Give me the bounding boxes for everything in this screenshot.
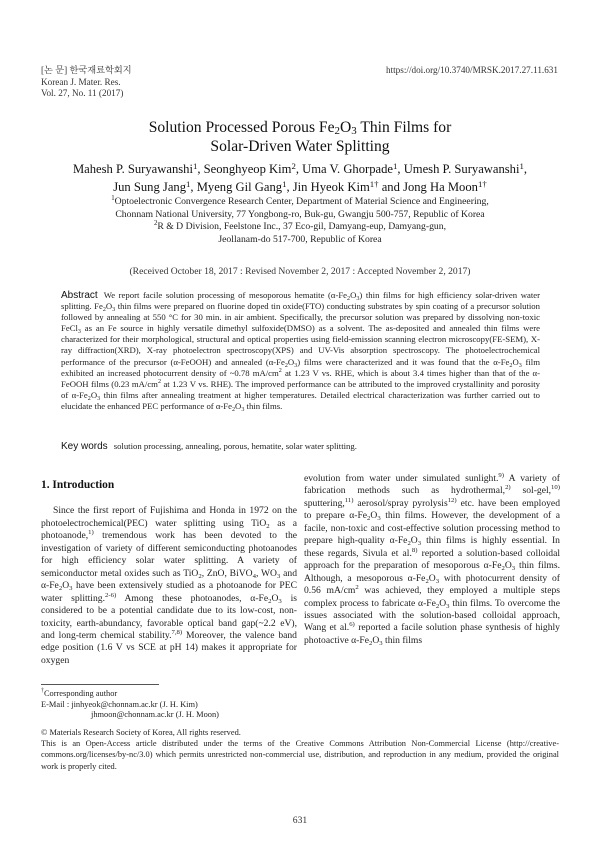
journal-header: [41, 65, 132, 100]
author-name: Seonghyeop Kim: [203, 162, 292, 176]
doi-link[interactable]: https://doi.org/10.3740/MRSK.2017.27.11.631: [385, 65, 558, 75]
affiliation-mark: 1: [111, 195, 115, 202]
license-text: This is an Open-Access article distributed under the terms of the Creative Commons Attribution Non-Commercial License (http://creative-commons.org/licenses/by-nc/3.0) which permits unrestricted non-commercial use, distribution, and reproduction in any medium, provided the original work is properly cited.: [41, 739, 559, 771]
article-title: [0, 118, 600, 156]
title-subscript: 2: [334, 125, 340, 137]
title-subscript: 3: [351, 125, 357, 137]
email-line: [41, 710, 219, 721]
section-heading: 1. Introduction: [41, 479, 115, 491]
footnotes: [41, 689, 219, 721]
title-text: Thin Films for: [356, 119, 452, 136]
email-link[interactable]: jinhyeok@chonnam.ac.kr (J. H. Kim): [71, 699, 198, 709]
author-conjunction: and: [381, 180, 400, 194]
email-line: [41, 700, 219, 711]
author-name: Jin Hyeok Kim: [292, 180, 370, 194]
license-block: [41, 727, 559, 772]
affiliations: [40, 196, 560, 246]
title-line-2: Solar-Driven Water Splitting: [210, 138, 390, 155]
copyright-notice: © Materials Research Society of Korea, All rights reserved.: [41, 728, 241, 737]
journal-abbreviation: Korean J. Mater. Res.: [41, 76, 121, 87]
keywords-label: Key words: [61, 441, 108, 452]
right-column: [304, 473, 560, 647]
author-name: Jun Sung Jang: [113, 180, 187, 194]
affiliation-1: Optoelectronic Convergence Research Center, Department of Material Science and Engineering,: [114, 196, 489, 207]
author-affiliation-mark: 2: [291, 161, 296, 171]
body-paragraph: evolution from water under simulated sunlight.$^{9)}$ A variety of fabrication methods such as hydrothermal,$^{2)}$ sol-gel,$^{10)}$ sputtering,$^{11)}$ aerosol/spray pyrolysis$^{12)}$ etc. have been employed to prepare $\alpha-Fe_2O_3$ thin films. However, the development of a facile, non-toxic and cost-effective solution processing method to prepare high-quality $\alpha-Fe_2O_3$ thin films is highly essential. In these regards, Sivula et al.$^{8)}$ reported a solution-based colloidal approach for the preparation of mesoporous $\alpha-Fe_2O_3$ thin films. Although, a mesoporous $\alpha-Fe_2O_3$ with photocurrent density of 0.56 $mA/cm^2$ was achieved, they employed a multiple steps complex process to fabricate $\alpha-Fe_2O_3$ thin films. To overcome the issues associated with the solution-based colloidal approach, Wang et al.$^{6)}$ reported a facile solution phase synthesis of highly photoactive $\alpha-Fe_2O_3$ thin films: [304, 472, 561, 647]
page-number: 631: [292, 815, 308, 826]
abstract-label: Abstract: [61, 290, 98, 301]
title-text: Solution Processed Porous Fe: [148, 119, 335, 136]
author-affiliation-mark: 1: [519, 161, 524, 171]
author-name: Uma V. Ghorpade: [302, 162, 393, 176]
journal-volume: Vol. 27, No. 11 (2017): [41, 88, 124, 98]
author-list: Mahesh P. Suryawanshi$^1$, Seonghyeop Kim$^2$, Uma V. Ghorpade$^1$, Umesh P. Suryawanshi$^1$, Jun Sung Jang$^1$, Myeng Gil Gang$^1$, Jin Hyeok Kim$^{1\dagger}$ and Jong Ha Moon$^{1\dagger}$: [72, 161, 528, 194]
affiliation-2-address: Jeollanam-do 517-700, Republic of Korea: [218, 233, 382, 245]
corresponding-label: Corresponding author: [43, 689, 118, 698]
affiliation-2: R & D Division, Feelstone Inc., 37 Eco-gil, Damyang-eup, Damyang-gun,: [157, 221, 447, 233]
affiliation-1-address: Chonnam National University, 77 Yongbong-ro, Buk-gu, Gwangju 500-757, Republic of Korea: [115, 208, 485, 220]
body-paragraph: Since the first report of Fujishima and Honda in 1972 on the photoelectrochemical(PEC) water splitting using TiO$_2$ as a photoanode,$^{1)}$ tremendous work has been devoted to the investigation of variety of different semiconducting photoanodes for high efficiency solar water splitting. A variety of semiconductor metal oxides such as TiO$_2$, ZnO, BiVO$_4$, $WO_3$ and $\alpha-Fe_2O_3$ have been extensively studied as a photoanode for PEC water splitting.$^{2-6)}$ Among these photoanodes, $\alpha-Fe_2O_3$ is considered to be a potential candidate due to its low-cost, non-toxicity, earth-abundancy, favorable optical band gap(~2.2 eV), and long-term chemical stability.$^{7,8)}$ Moreover, the valence band edge position (1.6 V vs SCE at pH 14) makes it appropriate for oxygen: [41, 505, 298, 666]
journal-korean-title: [논 문] 한국재료학회지: [41, 65, 132, 75]
email-link[interactable]: jhmoon@chonnam.ac.kr (J. H. Moon): [91, 710, 219, 719]
footnote-divider: [41, 684, 159, 685]
keywords-text: solution processing, annealing, porous, hematite, solar water splitting.: [113, 441, 357, 451]
abstract: Abstract We report facile solution processing of mesoporous hematite $(\alpha-Fe_2O_3)$ thin films for high efficiency solar-driven water splitting. $Fe_2O_3$ thin films were prepared on fluorine doped tin oxide(FTO) conducting substrates by spin coating of a precursor solution followed by annealing at 550 °C for 30 min. in air ambient. Specifically, the precursor solution was prepared by dissolving non-toxic FeCl$_3$ as an Fe source in highly versatile dimethyl sulfoxide(DMSO) as a solvent. The as-deposited and annealed thin films were characterized for their morphological, structural and optical properties using field-emission scanning electron microscopy(FE-SEM), X-ray diffraction(XRD), X-ray photoelectron spectroscopy(XPS) and UV-Vis absorption spectroscopy. The photoelectrochemical performance of the precursor (α-FeOOH) and annealed $(\alpha-Fe_2O_3)$ films were characterized and it was found that the $\alpha-Fe_2O_3$ film exhibited an increased photocurrent density of ~0.78 $mA/cm^2$ at 1.23 V vs. RHE, which is about 3.4 times higher than that of the α-FeOOH films (0.23 $mA/cm^2$ at 1.23 V vs. RHE). The improved performance can be attributed to the improved crystallinity and porosity of $\alpha-Fe_2O_3$ thin films after annealing treatment at higher temperatures. Detailed electrical characterization was further carried out to elucidate the enhanced PEC performance of $\alpha-Fe_2O_3$ thin films.: [61, 290, 540, 413]
author-affiliation-mark: 1†: [477, 179, 487, 189]
left-column: [41, 479, 297, 667]
author-affiliation-mark: 1: [186, 179, 191, 189]
author-name: Jong Ha Moon: [403, 180, 478, 194]
author-affiliation-mark: 1: [192, 161, 198, 171]
author-affiliation-mark: 1†: [369, 179, 379, 189]
title-text: O: [339, 119, 352, 136]
email-label: E-Mail :: [41, 699, 72, 709]
author-affiliation-mark: 1: [392, 161, 398, 171]
corresponding-mark: †: [41, 688, 44, 694]
author-affiliation-mark: 1: [282, 179, 287, 189]
author-name: Umesh P. Suryawanshi: [403, 162, 520, 176]
author-name: Myeng Gil Gang: [196, 180, 283, 194]
received-dates: (Received October 18, 2017 : Revised November 2, 2017 : Accepted November 2, 2017): [129, 266, 471, 277]
author-name: Mahesh P. Suryawanshi: [72, 162, 193, 176]
corresponding-author-note: [41, 689, 219, 700]
keywords: [61, 441, 540, 452]
affiliation-mark: 2: [153, 220, 158, 228]
